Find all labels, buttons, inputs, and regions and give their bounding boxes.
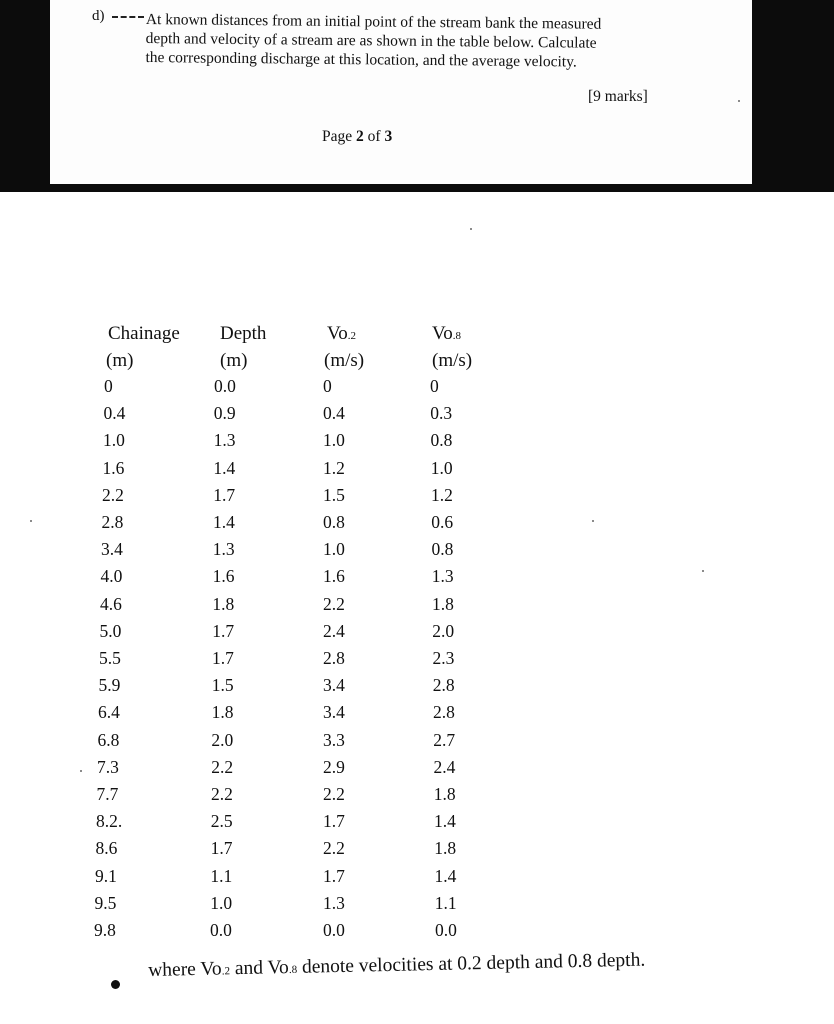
scan-speck: [738, 100, 740, 102]
cell-depth: 1.7: [210, 838, 233, 859]
cell-chainage: 3.4: [101, 539, 123, 560]
cell-chainage: 9.8: [94, 920, 116, 940]
header-depth: Depth: [220, 323, 267, 344]
footnote-v2: Vo: [200, 958, 222, 980]
cell-depth: 1.3: [213, 430, 236, 451]
cell-chainage: 7.3: [97, 756, 119, 777]
cell-chainage: 1.6: [102, 457, 125, 478]
cell-vo2: 3.3: [323, 729, 345, 750]
cell-vo8: 1.1: [434, 892, 457, 913]
scan-speck: [30, 520, 32, 522]
page-middle: of: [363, 128, 385, 145]
cell-depth: 2.2: [211, 784, 233, 804]
cell-vo8: 2.3: [432, 648, 455, 668]
header-chainage: Chainage: [108, 323, 180, 344]
header-vo2-unit: (m/s): [324, 350, 365, 371]
header-vo2-sub: .2: [347, 330, 357, 342]
scan-speck: [702, 570, 704, 572]
footnote-v8-sub: .8: [288, 963, 298, 977]
cell-chainage: 6.4: [98, 702, 120, 723]
footnote-and: and: [229, 957, 268, 980]
scan-speck: [470, 228, 472, 230]
cell-chainage: 9.1: [95, 865, 117, 886]
cell-vo8: 1.2: [431, 484, 453, 505]
cell-depth: 0.0: [210, 920, 232, 940]
footnote-v8: Vo: [267, 957, 290, 979]
cell-vo8: 1.4: [434, 811, 456, 832]
scan-speck: [80, 770, 82, 772]
cell-chainage: 5.0: [99, 620, 122, 641]
cell-vo2: 1.0: [323, 430, 345, 451]
cell-vo2: 1.6: [323, 566, 345, 587]
cell-vo8: 0: [430, 376, 439, 396]
cell-depth: 1.5: [211, 675, 234, 696]
cell-depth: 2.0: [211, 729, 234, 750]
cell-vo2: 0.8: [323, 512, 345, 532]
cell-vo8: 1.8: [432, 593, 454, 614]
cell-depth: 1.8: [211, 702, 234, 723]
footnote-lead: where: [148, 958, 201, 981]
cell-depth: 2.2: [211, 756, 234, 777]
cell-vo2: 3.4: [323, 702, 345, 723]
cell-vo8: 1.3: [431, 566, 454, 587]
question-line: depth and velocity of a stream are as shown in the table below. Calculate: [145, 29, 597, 52]
cell-vo2: 0: [323, 376, 332, 396]
header-vo8-sub: .8: [452, 330, 462, 342]
question-line: the corresponding discharge at this location, and the average velocity.: [145, 48, 577, 71]
cell-vo8: 2.8: [432, 675, 455, 696]
cell-vo2: 0.4: [323, 403, 345, 424]
cell-depth: 1.7: [212, 620, 235, 641]
question-marks: [9 marks]: [588, 88, 648, 105]
cell-vo2: 1.7: [323, 811, 345, 832]
cell-depth: 1.3: [212, 539, 235, 560]
bullet-point: [111, 980, 120, 989]
cell-vo2: 2.9: [323, 756, 345, 777]
cell-vo2: 2.2: [323, 593, 345, 614]
cell-chainage: 9.5: [94, 892, 117, 913]
cell-depth: 1.4: [213, 512, 235, 532]
cell-vo2: 0.0: [323, 920, 345, 940]
cell-vo8: 2.0: [432, 620, 455, 641]
footnote-tail: denote velocities at 0.2 depth and 0.8 depth.: [296, 949, 646, 978]
cell-chainage: 0: [104, 376, 113, 396]
page-total: 3: [384, 128, 393, 145]
cell-depth: 1.7: [212, 648, 234, 668]
cell-depth: 1.4: [213, 457, 236, 478]
cell-vo2: 2.8: [323, 648, 345, 668]
cell-vo2: 1.3: [323, 892, 345, 913]
cell-vo2: 2.4: [323, 620, 345, 641]
cell-chainage: 6.8: [97, 729, 120, 750]
cell-vo8: 1.0: [430, 457, 453, 478]
cell-vo2: 2.2: [323, 784, 345, 804]
header-chainage-unit: (m): [106, 350, 134, 371]
cell-vo8: 1.4: [434, 865, 457, 886]
cell-chainage: 2.2: [102, 484, 124, 505]
question-line: At known distances from an initial point of the stream bank the measured: [145, 10, 602, 33]
cell-chainage: 4.6: [100, 593, 122, 614]
cell-depth: 2.5: [210, 811, 233, 832]
cell-depth: 0.0: [214, 376, 236, 396]
page-prefix: Page: [322, 128, 357, 145]
cell-chainage: 5.5: [99, 648, 121, 668]
cell-vo8: 0.8: [431, 539, 454, 560]
cell-depth: 1.6: [212, 566, 235, 587]
cell-vo2: 3.4: [323, 675, 345, 696]
cell-chainage: 2.8: [101, 512, 124, 532]
cell-vo2: 2.2: [323, 838, 345, 859]
scan-speck: [592, 520, 594, 522]
page-current: 2: [356, 128, 364, 145]
cell-depth: 1.8: [212, 593, 235, 614]
cell-vo8: 0.8: [430, 430, 453, 451]
cell-vo2: 1.0: [323, 539, 345, 560]
cell-chainage: 4.0: [100, 566, 123, 587]
question-marker: d): [92, 8, 105, 24]
cell-vo2: 1.2: [323, 457, 345, 478]
cell-vo2: 1.5: [323, 484, 345, 505]
cell-chainage: 8.2.: [96, 811, 123, 832]
header-vo8-unit: (m/s): [432, 350, 473, 371]
cell-vo8: 1.8: [433, 784, 456, 804]
footnote-v2-sub: .2: [221, 965, 231, 978]
cell-vo2: 1.7: [323, 865, 345, 886]
cell-vo8: 0.3: [430, 403, 453, 424]
cell-vo8: 0.0: [435, 920, 457, 940]
cell-depth: 0.9: [213, 403, 236, 424]
cell-depth: 1.7: [213, 484, 236, 505]
header-depth-unit: (m): [220, 350, 248, 371]
cell-vo8: 1.8: [434, 838, 457, 859]
cell-chainage: 5.9: [98, 675, 121, 696]
cell-chainage: 8.6: [95, 838, 118, 859]
cell-vo8: 0.6: [431, 512, 454, 532]
cell-chainage: 7.7: [96, 784, 119, 804]
header-vo8: [432, 324, 461, 346]
header-vo2: [327, 324, 356, 346]
cell-depth: 1.1: [210, 865, 233, 886]
cell-chainage: 1.0: [103, 430, 125, 451]
cell-vo8: 2.7: [433, 729, 456, 750]
cell-chainage: 0.4: [103, 403, 126, 424]
header-vo2-main: Vo: [327, 323, 348, 344]
header-vo8-main: Vo: [432, 323, 453, 344]
cell-vo8: 2.8: [433, 702, 455, 723]
cell-vo8: 2.4: [433, 756, 456, 777]
cell-depth: 1.0: [210, 892, 233, 913]
